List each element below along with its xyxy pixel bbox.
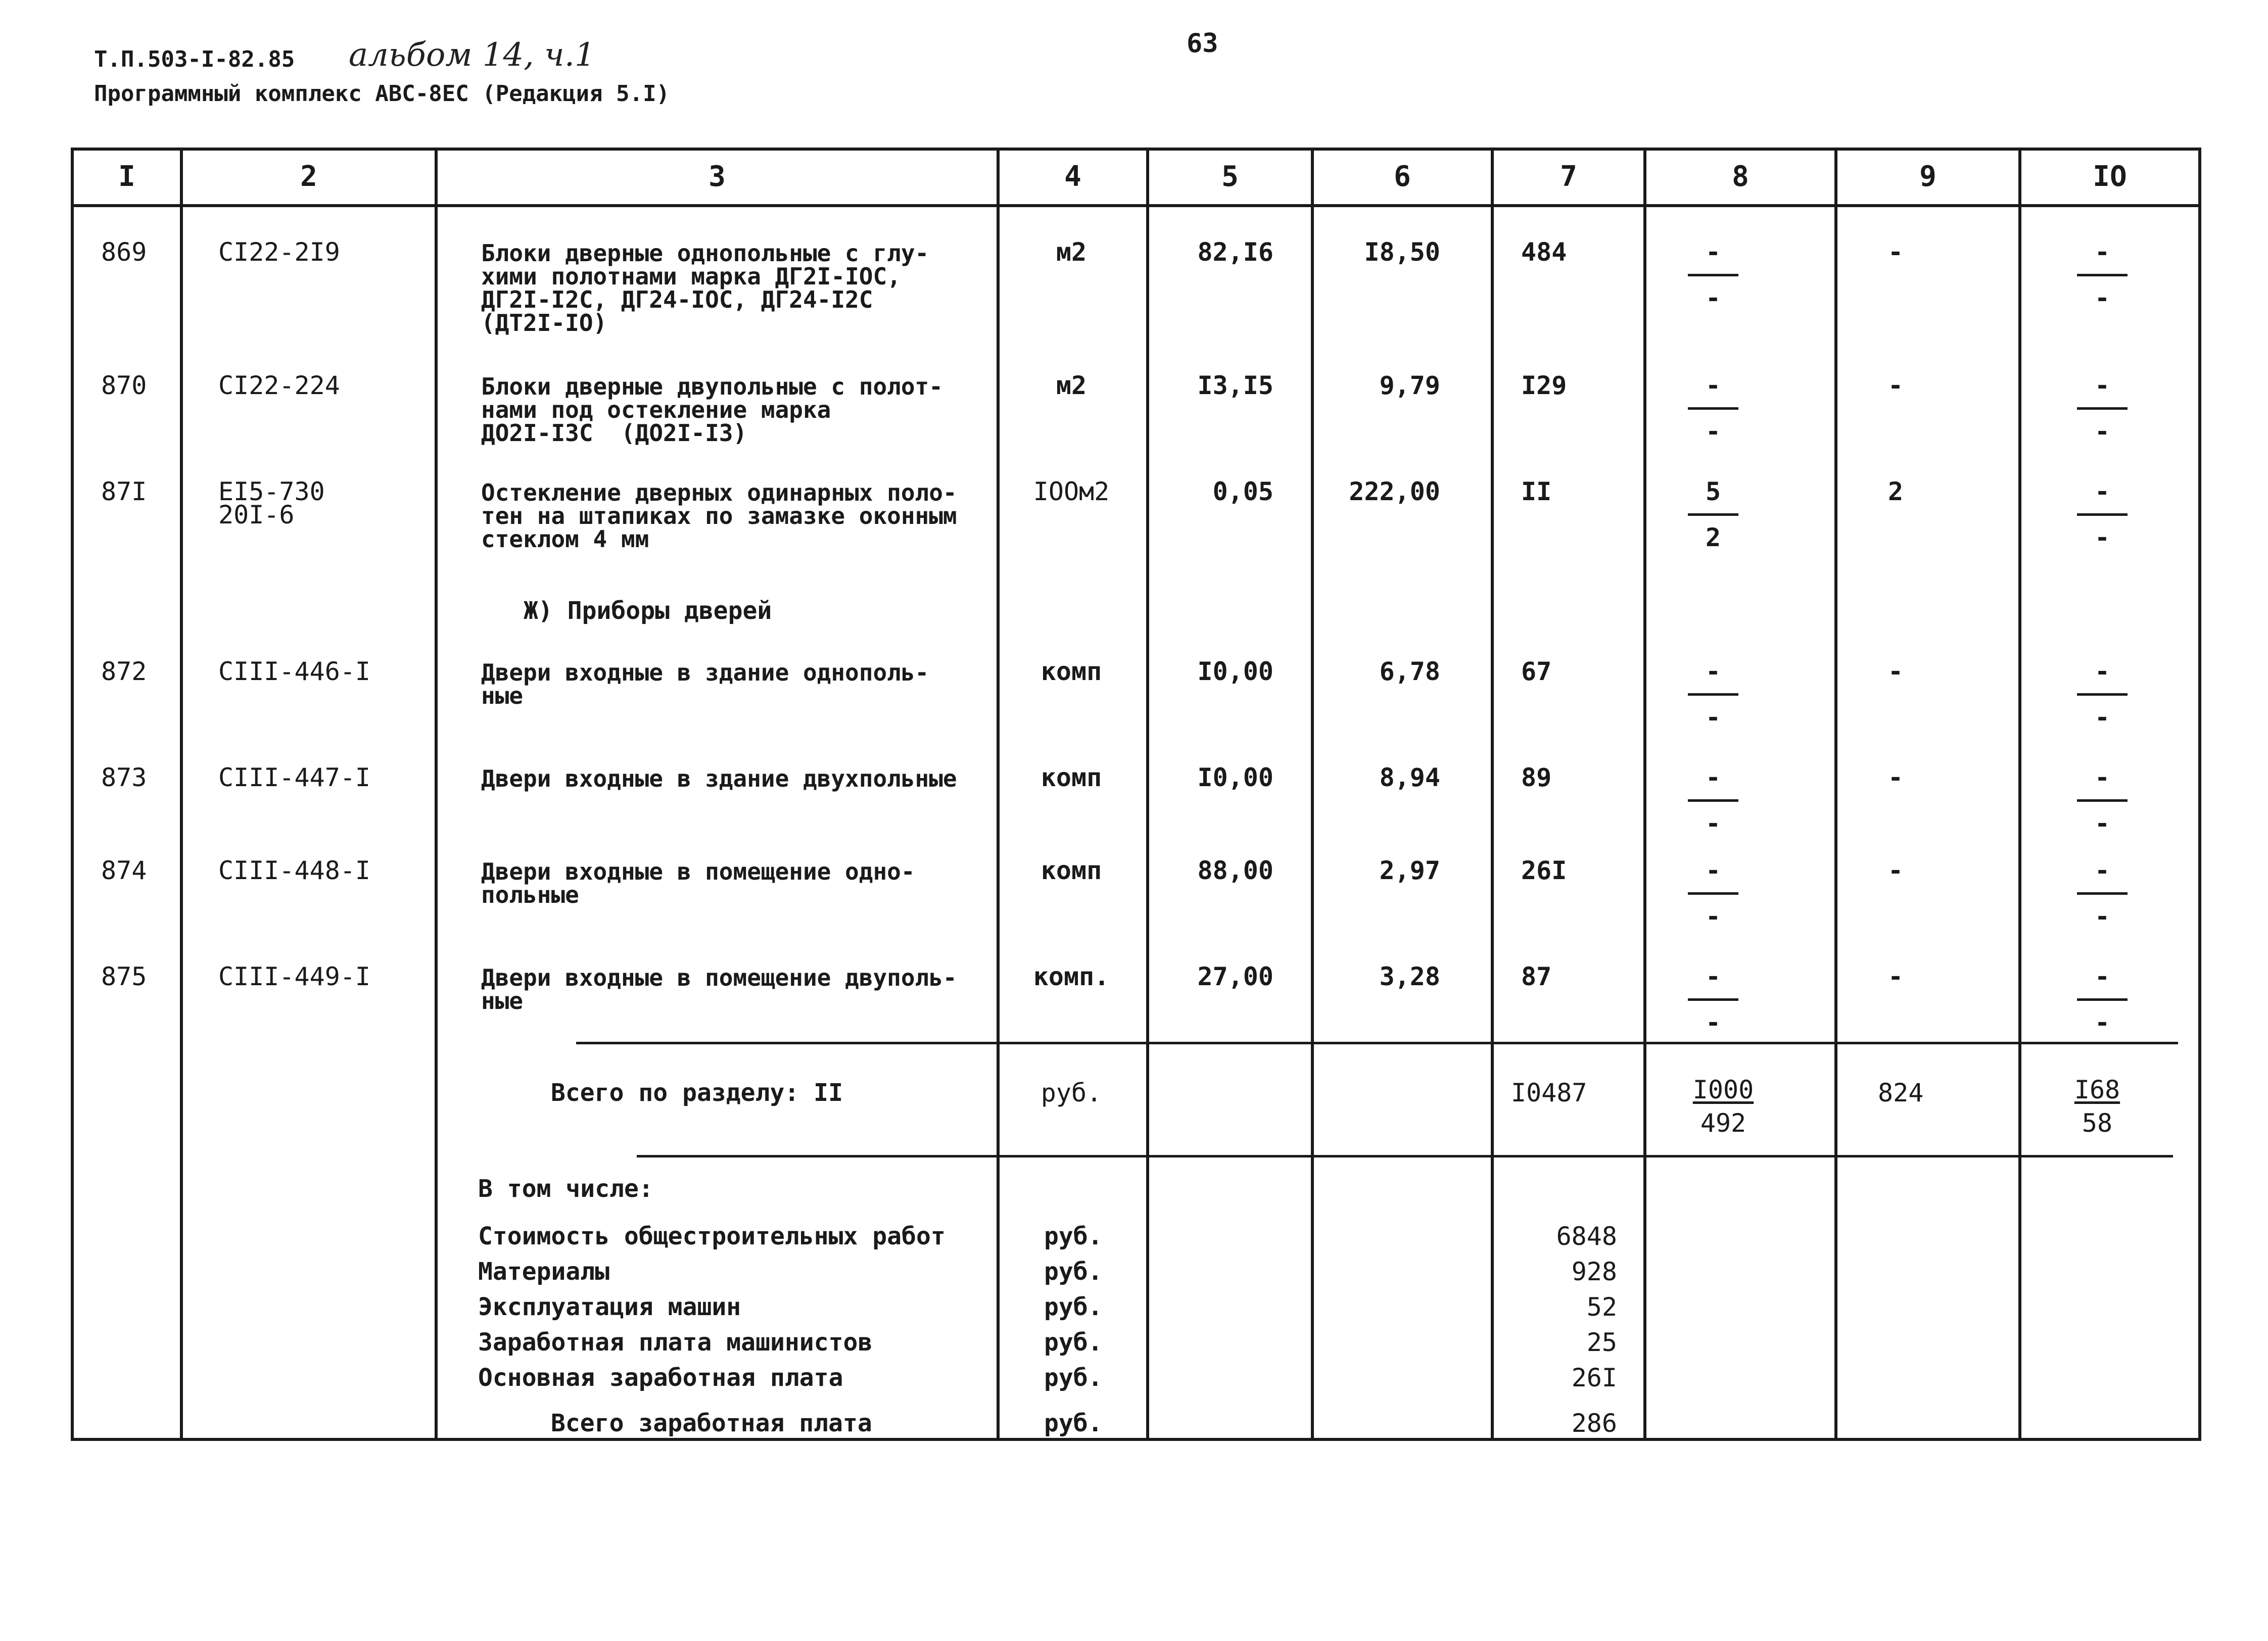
col9-value: - <box>1888 237 1904 267</box>
col10-fraction: - - <box>2077 659 2128 730</box>
col-divider <box>2018 148 2021 1441</box>
row-price: 3,28 <box>1379 962 1440 991</box>
col9-value: - <box>1888 856 1904 885</box>
col-divider <box>997 148 1000 1441</box>
row-number: 87I <box>101 477 147 506</box>
row-quantity: 82,I6 <box>1197 237 1273 267</box>
col8-fraction: - - <box>1688 858 1738 929</box>
column-number: 7 <box>1560 160 1577 193</box>
col10-fraction: - - <box>2077 479 2128 550</box>
col-divider <box>71 148 74 1441</box>
row-unit: IOOм2 <box>1033 477 1110 506</box>
col8-fraction: - - <box>1688 765 1738 836</box>
row-quantity: I0,00 <box>1197 657 1273 686</box>
handwritten-note: альбом 14, ч.1 <box>349 36 595 74</box>
column-number: I <box>118 160 135 193</box>
col8-fraction: - - <box>1688 964 1738 1035</box>
wage-total-value: 286 <box>1571 1409 1617 1438</box>
breakdown-label: Стоимость общестроительных работ <box>478 1222 946 1250</box>
including-label: В том числе: <box>478 1175 653 1203</box>
col-divider <box>1146 148 1149 1441</box>
col9-value: - <box>1888 657 1904 686</box>
row-description: Двери входные в здание однополь- ные <box>481 659 929 709</box>
table-bottom-border <box>71 1438 2201 1441</box>
row-price: 2,97 <box>1379 856 1440 885</box>
column-number: 2 <box>300 160 317 193</box>
row-number: 875 <box>101 962 147 991</box>
column-number: 3 <box>708 160 726 193</box>
row-total: I29 <box>1521 371 1567 400</box>
row-code: 20I-6 <box>218 500 295 529</box>
breakdown-value: 6848 <box>1556 1222 1617 1251</box>
table-top-border <box>71 148 2201 151</box>
col8-fraction: - - <box>1688 373 1738 444</box>
breakdown-unit: руб. <box>1044 1222 1103 1250</box>
col-divider <box>1643 148 1646 1441</box>
row-code: CIII-449-I <box>218 962 371 991</box>
breakdown-value: 928 <box>1571 1257 1617 1286</box>
row-code: CI22-224 <box>218 371 340 400</box>
row-code: CIII-448-I <box>218 856 371 885</box>
row-number: 873 <box>101 763 147 792</box>
column-number: 6 <box>1394 160 1411 193</box>
breakdown-value: 52 <box>1586 1292 1617 1322</box>
col10-fraction: - - <box>2077 858 2128 929</box>
breakdown-unit: руб. <box>1044 1328 1103 1357</box>
column-number: 5 <box>1221 160 1239 193</box>
row-unit: м2 <box>1056 237 1087 267</box>
breakdown-unit: руб. <box>1044 1293 1103 1321</box>
col-divider <box>1491 148 1494 1441</box>
breakdown-unit: руб. <box>1044 1364 1103 1392</box>
breakdown-label: Основная заработная плата <box>478 1364 843 1392</box>
row-total: 484 <box>1521 237 1567 267</box>
breakdown-value: 26I <box>1571 1363 1617 1392</box>
breakdown-label: Материалы <box>478 1258 610 1286</box>
row-number: 874 <box>101 856 147 885</box>
row-price: 9,79 <box>1379 371 1440 400</box>
col9-value: - <box>1888 763 1904 792</box>
col9-value: - <box>1888 371 1904 400</box>
section-total-bottom-rule <box>637 1155 2173 1157</box>
row-price: 6,78 <box>1379 657 1440 686</box>
column-number: IO <box>2093 160 2127 193</box>
page-number: 63 <box>1187 28 1218 59</box>
column-number: 4 <box>1064 160 1081 193</box>
row-description: Двери входные в помещение одно- польные <box>481 858 915 908</box>
row-quantity: I0,00 <box>1197 763 1273 792</box>
breakdown-label: Эксплуатация машин <box>478 1293 741 1321</box>
wage-total-label: Всего заработная плата <box>551 1409 872 1437</box>
row-description: Блоки дверные однопольные с глу- хими полотнами марка ДГ2I-IOC, ДГ2I-I2C, ДГ24-IOC, ДГ24-I2C (ДТ2I-IO) <box>481 239 929 336</box>
col-divider <box>1834 148 1837 1441</box>
breakdown-unit: руб. <box>1044 1258 1103 1286</box>
row-code: EI5-730 <box>218 477 325 506</box>
row-number: 870 <box>101 371 147 400</box>
col8-fraction: - - <box>1688 239 1738 311</box>
col10-fraction: - - <box>2077 239 2128 311</box>
row-unit: комп <box>1041 657 1102 686</box>
row-total: 89 <box>1521 763 1552 792</box>
col-divider <box>2198 148 2201 1441</box>
row-unit: комп. <box>1033 962 1110 991</box>
row-price: I8,50 <box>1364 237 1440 267</box>
row-price: 8,94 <box>1379 763 1440 792</box>
row-description: Блоки дверные двупольные с полот- нами под остекление марка ДО2I-I3C (ДО2I-I3) <box>481 373 943 447</box>
breakdown-value: 25 <box>1586 1328 1617 1357</box>
row-unit: комп <box>1041 856 1102 885</box>
section-total-unit: руб. <box>1041 1078 1102 1107</box>
row-code: CIII-446-I <box>218 657 371 686</box>
row-quantity: I3,I5 <box>1197 371 1273 400</box>
subsection-title: Ж) Приборы дверей <box>524 597 772 625</box>
col8-fraction: - - <box>1688 659 1738 730</box>
col10-fraction: - - <box>2077 765 2128 836</box>
row-description: Двери входные в помещение двуполь- ные <box>481 964 957 1015</box>
wage-total-unit: руб. <box>1044 1409 1103 1437</box>
row-total: 67 <box>1521 657 1552 686</box>
row-unit: комп <box>1041 763 1102 792</box>
section-total-value: I0487 <box>1511 1078 1587 1107</box>
row-number: 872 <box>101 657 147 686</box>
column-number: 9 <box>1919 160 1936 193</box>
section-total-col9: 824 <box>1878 1078 1924 1107</box>
row-total: 87 <box>1521 962 1552 991</box>
row-description: Двери входные в здание двухпольные <box>481 765 957 792</box>
row-price: 222,00 <box>1349 477 1440 506</box>
col-divider <box>435 148 438 1441</box>
row-code: CI22-2I9 <box>218 237 340 267</box>
row-description: Остекление дверных одинарных поло- тен на штапиках по замазке оконным стеклом 4 мм <box>481 479 957 553</box>
col-divider <box>180 148 183 1441</box>
row-quantity: 0,05 <box>1212 477 1273 506</box>
row-quantity: 27,00 <box>1197 962 1273 991</box>
row-code: CIII-447-I <box>218 763 371 792</box>
col-divider <box>1311 148 1314 1441</box>
section-total-col10: I68 58 <box>2074 1075 2120 1138</box>
row-unit: м2 <box>1056 371 1087 400</box>
header-bottom-border <box>71 204 2201 207</box>
row-quantity: 88,00 <box>1197 856 1273 885</box>
col9-value: - <box>1888 962 1904 991</box>
row-total: II <box>1521 477 1552 506</box>
row-total: 26I <box>1521 856 1567 885</box>
col10-fraction: - - <box>2077 964 2128 1035</box>
section-total-label: Всего по разделу: II <box>551 1079 843 1107</box>
row-number: 869 <box>101 237 147 267</box>
breakdown-label: Заработная плата машинистов <box>478 1328 873 1357</box>
col9-value: 2 <box>1888 477 1904 506</box>
column-number: 8 <box>1732 160 1749 193</box>
document-code: Т.П.503-I-82.85 <box>94 46 295 72</box>
program-line: Программный комплекс АВС-8ЕС (Редакция 5.I) <box>94 81 670 107</box>
section-total-top-rule <box>576 1042 2178 1044</box>
section-total-col8: I000 492 <box>1692 1075 1754 1138</box>
col10-fraction: - - <box>2077 373 2128 444</box>
col8-fraction: 5 2 <box>1688 479 1738 550</box>
